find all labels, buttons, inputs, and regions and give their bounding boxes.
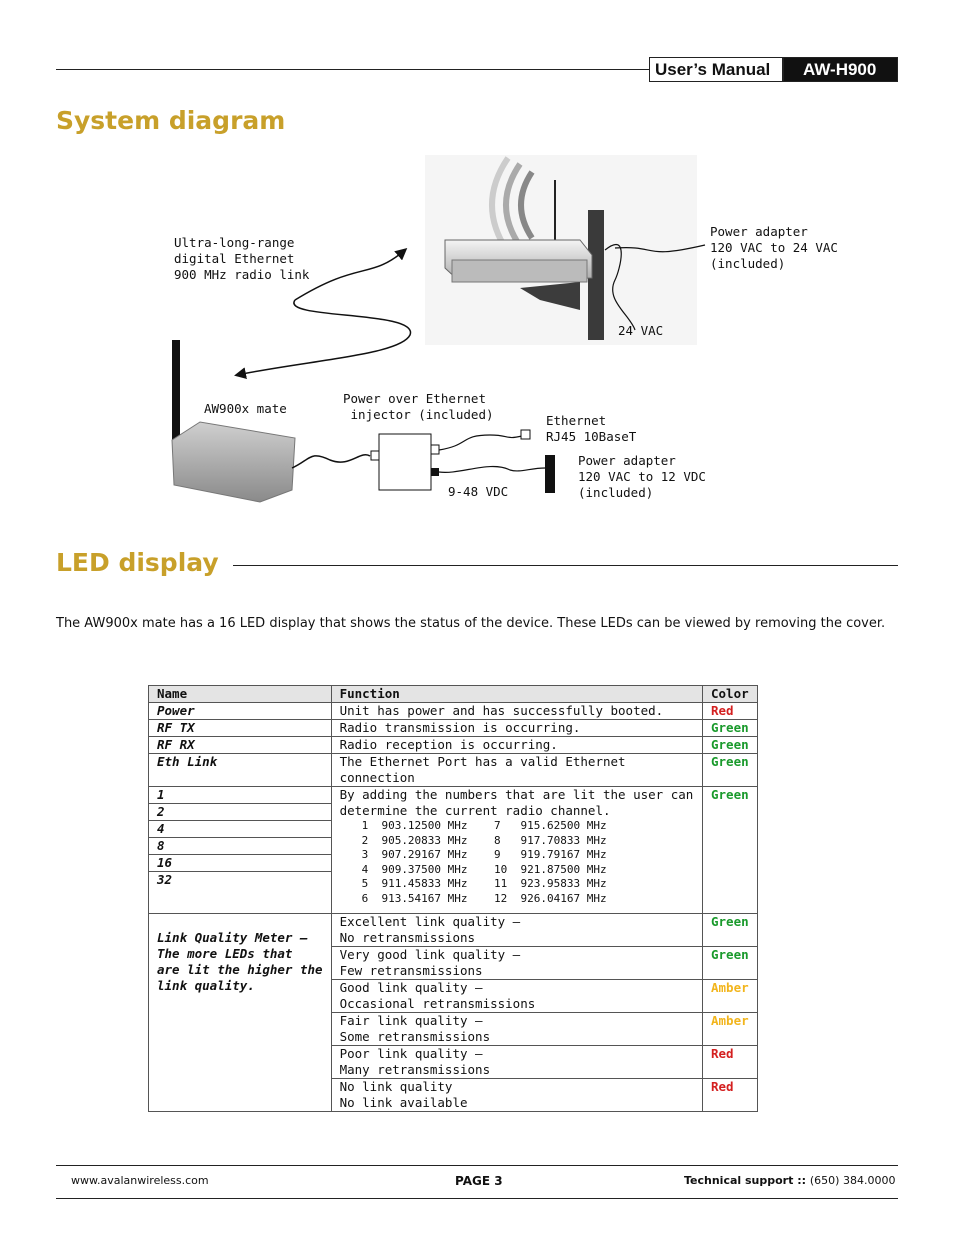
table-row xyxy=(149,720,758,737)
link-color: Amber xyxy=(703,980,758,1013)
footer-support xyxy=(684,1174,895,1187)
link-function: Fair link quality – Some retransmissions xyxy=(331,1013,702,1046)
label-power-adapter-12: Power adapter 120 VAC to 12 VDC (included) xyxy=(578,453,706,500)
led-display-title: LED display xyxy=(56,548,219,577)
link-quality-name: Link Quality Meter – The more LEDs that are lit the higher the link quality. xyxy=(149,914,332,1112)
channel-name: 32 xyxy=(149,872,332,889)
led-color: Green xyxy=(703,720,758,737)
led-intro: The AW900x mate has a 16 LED display that shows the status of the device. These LEDs can be viewed by removing the cover. xyxy=(56,616,886,631)
link-function: Good link quality – Occasional retransmissions xyxy=(331,980,702,1013)
channel-name: 1 xyxy=(149,787,332,804)
table-row xyxy=(149,754,758,787)
channel-name: 8 xyxy=(149,838,332,855)
link-function: No link quality No link available xyxy=(331,1079,702,1112)
link-color: Green xyxy=(703,947,758,980)
footer-support-separator: :: xyxy=(797,1174,807,1187)
ethernet-cable xyxy=(292,455,370,468)
rj45-port xyxy=(521,430,530,439)
link-color: Red xyxy=(703,1046,758,1079)
led-color: Green xyxy=(703,754,758,787)
link-function: Poor link quality – Many retransmissions xyxy=(331,1046,702,1079)
led-name: RF RX xyxy=(149,737,332,754)
radio-link-arrow-up xyxy=(295,250,405,300)
label-24vac: 24 VAC xyxy=(618,323,664,338)
footer-support-phone: (650) 384.0000 xyxy=(809,1174,896,1187)
header-name: Name xyxy=(149,686,332,703)
led-name: Power xyxy=(149,703,332,720)
table-row xyxy=(149,703,758,720)
header-function: Function xyxy=(331,686,702,703)
label-vdc: 9-48 VDC xyxy=(448,484,509,499)
link-row xyxy=(149,914,758,947)
header-rule xyxy=(56,69,649,70)
label-poe: Power over Ethernet injector (included) xyxy=(343,391,494,422)
footer-rule-bottom xyxy=(56,1198,898,1199)
led-title-rule xyxy=(233,565,898,566)
channel-function xyxy=(331,787,702,914)
mate-device xyxy=(172,422,295,502)
channel-row xyxy=(149,787,758,804)
footer-rule-top xyxy=(56,1165,898,1166)
link-function: Very good link quality – Few retransmissions xyxy=(331,947,702,980)
header-color: Color xyxy=(703,686,758,703)
link-color: Green xyxy=(703,914,758,947)
channel-spacer xyxy=(149,888,332,914)
led-name: Eth Link xyxy=(149,754,332,787)
table-row xyxy=(149,737,758,754)
link-function: Excellent link quality – No retransmissions xyxy=(331,914,702,947)
footer-page-number: PAGE 3 xyxy=(455,1174,503,1188)
led-function: Radio reception is occurring. xyxy=(331,737,702,754)
channel-frequency-list: 1 903.12500 MHz 7 915.62500 MHz 2 905.20833 MHz 8 917.70833 MHz 3 907.29167 MHz 9 919.79167 MHz 4 909.37500 MHz 10 921.87500 MHz 5 911.45833 MHz 11 923.95833 MHz 6 913.54167 MHz 12 926.04167 MHz xyxy=(361,819,607,905)
channel-name: 2 xyxy=(149,804,332,821)
channel-name: 16 xyxy=(149,855,332,872)
model-badge: AW-H900 xyxy=(783,57,898,82)
led-function: Unit has power and has successfully booted. xyxy=(331,703,702,720)
footer-website[interactable]: www.avalanwireless.com xyxy=(71,1174,209,1187)
link-color: Red xyxy=(703,1079,758,1112)
led-function: Radio transmission is occurring. xyxy=(331,720,702,737)
led-function: The Ethernet Port has a valid Ethernet connection xyxy=(331,754,702,787)
system-diagram-title: System diagram xyxy=(56,106,286,135)
mate-antenna xyxy=(172,340,180,440)
label-power-adapter-24: Power adapter 120 VAC to 24 VAC (included) xyxy=(710,224,838,271)
footer-support-label: Technical support xyxy=(684,1174,794,1187)
channel-color: Green xyxy=(703,787,758,914)
table-header-row xyxy=(149,686,758,703)
led-color: Green xyxy=(703,737,758,754)
link-color: Amber xyxy=(703,1013,758,1046)
radio-link-arrow-down xyxy=(237,300,411,375)
label-radio-link: Ultra-long-range digital Ethernet 900 MHz radio link xyxy=(174,235,310,282)
label-mate: AW900x mate xyxy=(204,401,287,416)
channel-function-text: By adding the numbers that are lit the user can determine the current radio channel. xyxy=(339,787,694,818)
led-table xyxy=(148,685,758,1112)
power-adapter-12 xyxy=(545,455,555,493)
led-color: Red xyxy=(703,703,758,720)
channel-name: 4 xyxy=(149,821,332,838)
poe-injector xyxy=(379,434,431,490)
led-name: RF TX xyxy=(149,720,332,737)
manual-badge: User’s Manual xyxy=(649,57,783,82)
label-ethernet: Ethernet RJ45 10BaseT xyxy=(546,413,637,444)
